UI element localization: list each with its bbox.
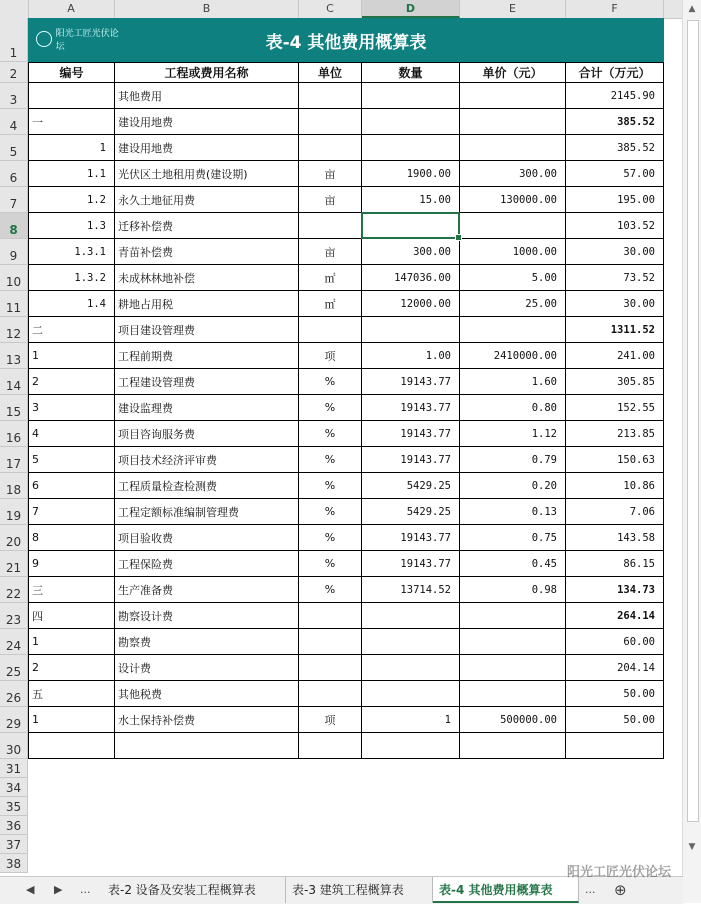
cell-b18[interactable]: 工程质量检查检测费 (115, 473, 299, 499)
cell-c29[interactable]: 项 (299, 707, 362, 733)
cell-e26[interactable] (460, 681, 566, 707)
logo-text: 阳光工匠光伏论坛 (55, 29, 119, 52)
column-header-c[interactable]: C (299, 0, 362, 18)
row-header-30[interactable]: 30 (0, 733, 28, 759)
cell-f10[interactable]: 73.52 (566, 265, 664, 291)
cell-e3[interactable] (460, 83, 566, 109)
row-header-22[interactable]: 22 (0, 577, 28, 603)
cell-a21[interactable]: 9 (28, 551, 115, 577)
cell-b26[interactable]: 其他税费 (115, 681, 299, 707)
row-header-13[interactable]: 13 (0, 343, 28, 369)
cell-f24[interactable]: 60.00 (566, 629, 664, 655)
cell-d5[interactable] (362, 135, 460, 161)
cell-c12[interactable] (299, 317, 362, 343)
cell-d25[interactable] (362, 655, 460, 681)
cell-e8[interactable] (460, 213, 566, 239)
vertical-scrollbar[interactable] (682, 0, 701, 876)
cell-d7[interactable]: 15.00 (362, 187, 460, 213)
cell-a13[interactable]: 1 (28, 343, 115, 369)
cell-f6[interactable]: 57.00 (566, 161, 664, 187)
cell-f13[interactable]: 241.00 (566, 343, 664, 369)
cell-d13[interactable]: 1.00 (362, 343, 460, 369)
cell-d10[interactable]: 147036.00 (362, 265, 460, 291)
cell-b3[interactable]: 其他费用 (115, 83, 299, 109)
row-header-20[interactable]: 20 (0, 525, 28, 551)
logo-mark-icon (36, 31, 52, 47)
cell-b11[interactable]: 耕地占用税 (115, 291, 299, 317)
cell-c19[interactable]: % (299, 499, 362, 525)
cell-b21[interactable]: 工程保险费 (115, 551, 299, 577)
sheet-tab-bar (0, 876, 683, 904)
cell-d29[interactable]: 1 (362, 707, 460, 733)
cell-b12[interactable]: 项目建设管理费 (115, 317, 299, 343)
row-header-12[interactable]: 12 (0, 317, 28, 343)
cell-a15[interactable]: 3 (28, 395, 115, 421)
cell-d23[interactable] (362, 603, 460, 629)
row-header-7[interactable]: 7 (0, 187, 28, 213)
cell-c8[interactable] (299, 213, 362, 239)
row-header-2[interactable]: 2 (0, 62, 28, 83)
cell-e15[interactable]: 0.80 (460, 395, 566, 421)
cell-e18[interactable]: 0.20 (460, 473, 566, 499)
cell-b4[interactable]: 建设用地费 (115, 109, 299, 135)
sheet-tab-2[interactable]: 表-2 设备及安装工程概算表 (102, 877, 286, 903)
cell-f16[interactable]: 213.85 (566, 421, 664, 447)
header-cell-d[interactable]: 数量 (362, 62, 460, 83)
row-header-24[interactable]: 24 (0, 629, 28, 655)
cell-b23[interactable]: 勘察设计费 (115, 603, 299, 629)
cell-a5[interactable]: 1 (28, 135, 115, 161)
cell-c5[interactable] (299, 135, 362, 161)
forum-logo (36, 28, 126, 50)
cell-d24[interactable] (362, 629, 460, 655)
scroll-down-icon[interactable]: ▼ (688, 842, 696, 852)
row-header-35[interactable]: 35 (0, 797, 28, 816)
cell-e4[interactable] (460, 109, 566, 135)
cell-a6[interactable]: 1.1 (28, 161, 115, 187)
sheet-title[interactable]: 表-4 其他费用概算表 (265, 32, 427, 53)
cell-c30[interactable] (299, 733, 362, 759)
cell-a11[interactable]: 1.4 (28, 291, 115, 317)
cell-f23[interactable]: 264.14 (566, 603, 664, 629)
cell-e12[interactable] (460, 317, 566, 343)
cell-d14[interactable]: 19143.77 (362, 369, 460, 395)
cell-e17[interactable]: 0.79 (460, 447, 566, 473)
row-header-3[interactable]: 3 (0, 83, 28, 109)
column-header-d[interactable]: D (362, 0, 460, 18)
cell-f12[interactable]: 1311.52 (566, 317, 664, 343)
cell-a23[interactable]: 四 (28, 603, 115, 629)
cell-f29[interactable]: 50.00 (566, 707, 664, 733)
cell-c16[interactable]: % (299, 421, 362, 447)
cell-f22[interactable]: 134.73 (566, 577, 664, 603)
cell-c26[interactable] (299, 681, 362, 707)
cell-b5[interactable]: 建设用地费 (115, 135, 299, 161)
row-header-9[interactable]: 9 (0, 239, 28, 265)
cell-b29[interactable]: 水土保持补偿费 (115, 707, 299, 733)
cell-e23[interactable] (460, 603, 566, 629)
cell-a16[interactable]: 4 (28, 421, 115, 447)
sheet-tab-3[interactable]: 表-3 建筑工程概算表 (286, 877, 433, 903)
header-cell-e[interactable]: 单价（元） (460, 62, 566, 83)
cell-c24[interactable] (299, 629, 362, 655)
cell-e20[interactable]: 0.75 (460, 525, 566, 551)
cell-d15[interactable]: 19143.77 (362, 395, 460, 421)
row-header-6[interactable]: 6 (0, 161, 28, 187)
row-header-29[interactable]: 29 (0, 707, 28, 733)
cell-d21[interactable]: 19143.77 (362, 551, 460, 577)
cell-f25[interactable]: 204.14 (566, 655, 664, 681)
header-cell-a[interactable]: 编号 (28, 62, 115, 83)
cell-a26[interactable]: 五 (28, 681, 115, 707)
row-header-1[interactable]: 1 (0, 18, 28, 62)
cell-e30[interactable] (460, 733, 566, 759)
cell-e29[interactable]: 500000.00 (460, 707, 566, 733)
cell-d16[interactable]: 19143.77 (362, 421, 460, 447)
row-header-4[interactable]: 4 (0, 109, 28, 135)
row-header-5[interactable]: 5 (0, 135, 28, 161)
cell-a9[interactable]: 1.3.1 (28, 239, 115, 265)
cell-c21[interactable]: % (299, 551, 362, 577)
cell-c4[interactable] (299, 109, 362, 135)
row-header-36[interactable]: 36 (0, 816, 28, 835)
cell-e22[interactable]: 0.98 (460, 577, 566, 603)
cell-e10[interactable]: 5.00 (460, 265, 566, 291)
cell-e24[interactable] (460, 629, 566, 655)
cell-d19[interactable]: 5429.25 (362, 499, 460, 525)
cell-b20[interactable]: 项目验收费 (115, 525, 299, 551)
select-all-corner[interactable] (0, 0, 29, 18)
column-header-bar (0, 0, 701, 19)
row-header-23[interactable]: 23 (0, 603, 28, 629)
header-cell-c[interactable]: 单位 (299, 62, 362, 83)
cell-c6[interactable]: 亩 (299, 161, 362, 187)
row-header-8[interactable]: 8 (0, 213, 28, 239)
tab-ellipsis-left[interactable]: ... (80, 883, 91, 896)
cell-a24[interactable]: 1 (28, 629, 115, 655)
cell-b22[interactable]: 生产准备费 (115, 577, 299, 603)
cell-e7[interactable]: 130000.00 (460, 187, 566, 213)
cell-e21[interactable]: 0.45 (460, 551, 566, 577)
cell-e6[interactable]: 300.00 (460, 161, 566, 187)
cell-f8[interactable]: 103.52 (566, 213, 664, 239)
row-header-17[interactable]: 17 (0, 447, 28, 473)
row-header-26[interactable]: 26 (0, 681, 28, 707)
cell-e5[interactable] (460, 135, 566, 161)
column-header-f[interactable]: F (566, 0, 664, 18)
cell-d20[interactable]: 19143.77 (362, 525, 460, 551)
row-header-15[interactable]: 15 (0, 395, 28, 421)
cell-a19[interactable]: 7 (28, 499, 115, 525)
cell-a18[interactable]: 6 (28, 473, 115, 499)
cell-b10[interactable]: 未成林林地补偿 (115, 265, 299, 291)
cell-f5[interactable]: 385.52 (566, 135, 664, 161)
cell-c15[interactable]: % (299, 395, 362, 421)
cell-d3[interactable] (362, 83, 460, 109)
column-header-b[interactable]: B (115, 0, 299, 18)
cell-c10[interactable]: ㎡ (299, 265, 362, 291)
cell-e19[interactable]: 0.13 (460, 499, 566, 525)
cell-f26[interactable]: 50.00 (566, 681, 664, 707)
cell-a4[interactable]: 一 (28, 109, 115, 135)
cell-b25[interactable]: 设计费 (115, 655, 299, 681)
cell-f9[interactable]: 30.00 (566, 239, 664, 265)
cell-b13[interactable]: 工程前期费 (115, 343, 299, 369)
cell-d18[interactable]: 5429.25 (362, 473, 460, 499)
cell-a8[interactable]: 1.3 (28, 213, 115, 239)
cell-f17[interactable]: 150.63 (566, 447, 664, 473)
sheet-title-band (28, 18, 664, 62)
cell-b16[interactable]: 项目咨询服务费 (115, 421, 299, 447)
cell-d26[interactable] (362, 681, 460, 707)
cell-a25[interactable]: 2 (28, 655, 115, 681)
row-header-38[interactable]: 38 (0, 854, 28, 873)
column-header-a[interactable]: A (28, 0, 115, 18)
row-header-25[interactable]: 25 (0, 655, 28, 681)
cell-c20[interactable]: % (299, 525, 362, 551)
cell-e25[interactable] (460, 655, 566, 681)
cell-a20[interactable]: 8 (28, 525, 115, 551)
header-cell-f[interactable]: 合计（万元） (566, 62, 664, 83)
sheet-tab-4[interactable]: 表-4 其他费用概算表 (433, 877, 579, 903)
cell-a30[interactable] (28, 733, 115, 759)
cell-c14[interactable]: % (299, 369, 362, 395)
cell-a22[interactable]: 三 (28, 577, 115, 603)
tab-prev-icon[interactable]: ◀ (26, 883, 35, 896)
cell-b19[interactable]: 工程定额标准编制管理费 (115, 499, 299, 525)
cell-c7[interactable]: 亩 (299, 187, 362, 213)
cell-d8[interactable] (362, 213, 460, 239)
cell-e13[interactable]: 2410000.00 (460, 343, 566, 369)
tab-ellipsis-right[interactable]: ... (585, 883, 596, 896)
cell-f11[interactable]: 30.00 (566, 291, 664, 317)
row-header-37[interactable]: 37 (0, 835, 28, 854)
cell-c13[interactable]: 项 (299, 343, 362, 369)
cell-e9[interactable]: 1000.00 (460, 239, 566, 265)
cell-c9[interactable]: 亩 (299, 239, 362, 265)
cell-b7[interactable]: 永久土地征用费 (115, 187, 299, 213)
row-header-21[interactable]: 21 (0, 551, 28, 577)
cell-a14[interactable]: 2 (28, 369, 115, 395)
cell-d6[interactable]: 1900.00 (362, 161, 460, 187)
cell-f15[interactable]: 152.55 (566, 395, 664, 421)
watermark-text: 阳光工匠光伏论坛 (566, 865, 671, 880)
cell-d30[interactable] (362, 733, 460, 759)
cell-f7[interactable]: 195.00 (566, 187, 664, 213)
cell-b17[interactable]: 项目技术经济评审费 (115, 447, 299, 473)
row-header-14[interactable]: 14 (0, 369, 28, 395)
cell-e11[interactable]: 25.00 (460, 291, 566, 317)
cell-a10[interactable]: 1.3.2 (28, 265, 115, 291)
cell-b14[interactable]: 工程建设管理费 (115, 369, 299, 395)
cell-f20[interactable]: 143.58 (566, 525, 664, 551)
cell-a3[interactable] (28, 83, 115, 109)
cell-d12[interactable] (362, 317, 460, 343)
row-header-16[interactable]: 16 (0, 421, 28, 447)
cell-f18[interactable]: 10.86 (566, 473, 664, 499)
cell-b9[interactable]: 青苗补偿费 (115, 239, 299, 265)
cell-c18[interactable]: % (299, 473, 362, 499)
cell-a7[interactable]: 1.2 (28, 187, 115, 213)
cell-c3[interactable] (299, 83, 362, 109)
cell-a29[interactable]: 1 (28, 707, 115, 733)
cell-a12[interactable]: 二 (28, 317, 115, 343)
cell-e16[interactable]: 1.12 (460, 421, 566, 447)
cell-f21[interactable]: 86.15 (566, 551, 664, 577)
cell-d22[interactable]: 13714.52 (362, 577, 460, 603)
cell-d4[interactable] (362, 109, 460, 135)
scroll-thumb[interactable] (687, 20, 699, 822)
cell-b6[interactable]: 光伏区土地租用费(建设期) (115, 161, 299, 187)
cell-b24[interactable]: 勘察费 (115, 629, 299, 655)
cell-f14[interactable]: 305.85 (566, 369, 664, 395)
scroll-up-icon[interactable]: ▲ (688, 4, 696, 14)
tab-next-icon[interactable]: ▶ (54, 883, 63, 896)
cell-f3[interactable]: 2145.90 (566, 83, 664, 109)
column-header-e[interactable]: E (460, 0, 566, 18)
cell-a17[interactable]: 5 (28, 447, 115, 473)
cell-c22[interactable]: % (299, 577, 362, 603)
cell-f30[interactable] (566, 733, 664, 759)
cell-d9[interactable]: 300.00 (362, 239, 460, 265)
cell-f19[interactable]: 7.06 (566, 499, 664, 525)
row-header-34[interactable]: 34 (0, 778, 28, 797)
cell-c17[interactable]: % (299, 447, 362, 473)
cell-f4[interactable]: 385.52 (566, 109, 664, 135)
row-header-31[interactable]: 31 (0, 759, 28, 778)
cell-c25[interactable] (299, 655, 362, 681)
cell-c23[interactable] (299, 603, 362, 629)
scroll-corner (683, 876, 701, 903)
cell-e14[interactable]: 1.60 (460, 369, 566, 395)
row-header-19[interactable]: 19 (0, 499, 28, 525)
add-sheet-icon[interactable]: ⊕ (614, 881, 627, 899)
cell-b8[interactable]: 迁移补偿费 (115, 213, 299, 239)
cell-d17[interactable]: 19143.77 (362, 447, 460, 473)
cell-b15[interactable]: 建设监理费 (115, 395, 299, 421)
cell-d11[interactable]: 12000.00 (362, 291, 460, 317)
cell-c11[interactable]: ㎡ (299, 291, 362, 317)
header-cell-b[interactable]: 工程或费用名称 (115, 62, 299, 83)
row-header-11[interactable]: 11 (0, 291, 28, 317)
row-header-10[interactable]: 10 (0, 265, 28, 291)
cell-b30[interactable] (115, 733, 299, 759)
row-header-18[interactable]: 18 (0, 473, 28, 499)
